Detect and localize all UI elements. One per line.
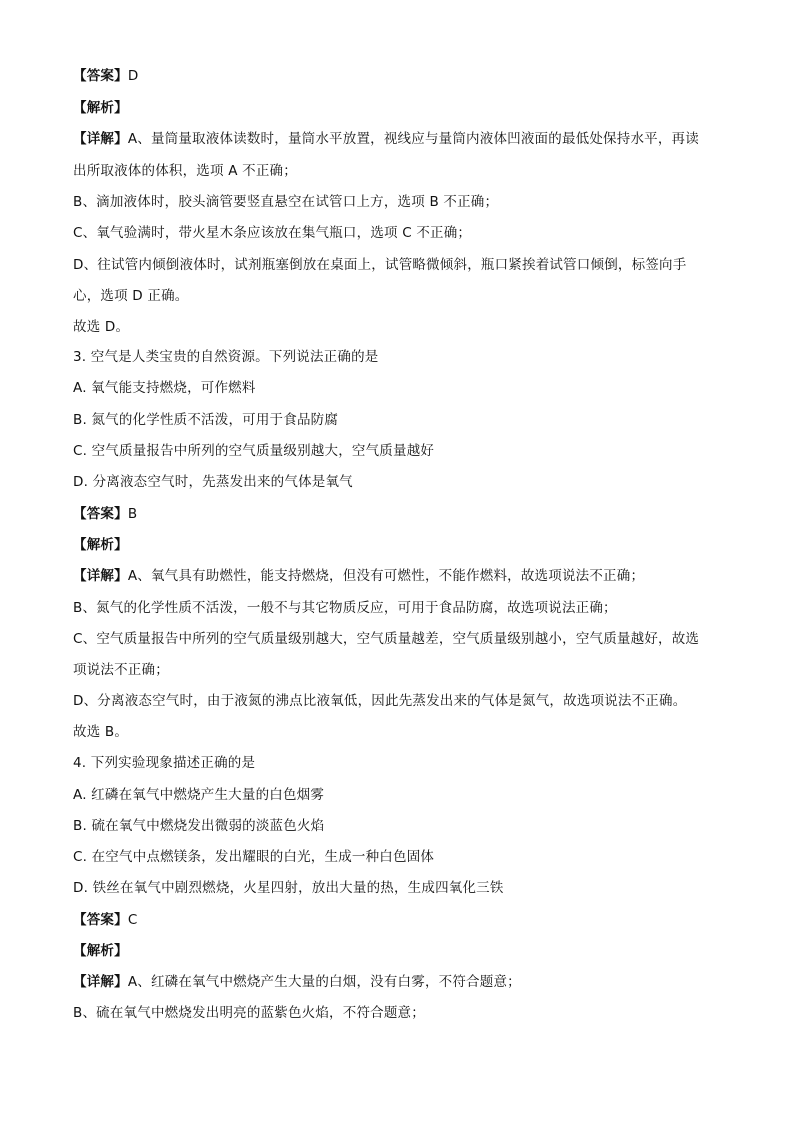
detail-text: A、量筒量取液体读数时，量筒水平放置，视线应与量筒内液体凹液面的最低处保持水平，再读 — [127, 131, 699, 147]
text-line: C、空气质量报告中所列的空气质量级别越大，空气质量越差，空气质量级别越小，空气质量越好，故选 — [73, 631, 700, 647]
text-line: C、氧气验满时，带火星木条应该放在集气瓶口，选项 C 不正确； — [73, 225, 472, 241]
text-line: 出所取液体的体积，选项 A 不正确； — [73, 163, 297, 179]
conclusion-line: 故选 D。 — [73, 319, 130, 335]
option-b: B. 硫在氧气中燃烧发出微弱的淡蓝色火焰 — [73, 818, 325, 834]
conclusion-line: 故选 B。 — [73, 724, 129, 740]
detail-text: A、氧气具有助燃性，能支持燃烧，但没有可燃性，不能作燃料，故选项说法不正确； — [127, 568, 645, 584]
detail-tag: 【详解】 — [73, 131, 128, 147]
analysis-tag: 【解析】 — [73, 537, 128, 553]
analysis-heading — [73, 941, 723, 961]
answer-line — [73, 66, 723, 86]
answer-value: B — [127, 506, 138, 522]
detail-text: A、红磷在氧气中燃烧产生大量的白烟，没有白雾，不符合题意； — [127, 974, 521, 990]
answer-tag: 【答案】 — [73, 506, 128, 522]
text-line: B、氮气的化学性质不活泼，一般不与其它物质反应，可用于食品防腐，故选项说法正确； — [73, 600, 617, 616]
analysis-tag: 【解析】 — [73, 943, 128, 959]
option-c: C. 在空气中点燃镁条，发出耀眼的白光，生成一种白色固体 — [73, 849, 435, 865]
option-a: A. 红磷在氧气中燃烧产生大量的白色烟雾 — [73, 787, 325, 803]
answer-line — [73, 504, 723, 524]
option-d: D. 铁丝在氧气中剧烈燃烧，火星四射，放出大量的热，生成四氧化三铁 — [73, 880, 504, 896]
detail-line — [73, 566, 723, 586]
answer-value: C — [127, 912, 138, 928]
option-c: C. 空气质量报告中所列的空气质量级别越大，空气质量越好 — [73, 443, 435, 459]
analysis-heading — [73, 98, 723, 118]
text-line: 项说法不正确； — [73, 662, 169, 678]
detail-tag: 【详解】 — [73, 974, 128, 990]
analysis-heading — [73, 535, 723, 555]
question-stem: 4. 下列实验现象描述正确的是 — [73, 755, 256, 771]
text-line: D、分离液态空气时，由于液氮的沸点比液氧低，因此先蒸发出来的气体是氮气，故选项说法不正确。 — [73, 693, 687, 709]
text-line: B、滴加液体时，胶头滴管要竖直悬空在试管口上方，选项 B 不正确； — [73, 194, 499, 210]
answer-tag: 【答案】 — [73, 68, 128, 84]
answer-tag: 【答案】 — [73, 912, 128, 928]
analysis-tag: 【解析】 — [73, 100, 128, 116]
question-stem: 3. 空气是人类宝贵的自然资源。下列说法正确的是 — [73, 349, 379, 365]
text-line: 心，选项 D 正确。 — [73, 288, 189, 304]
text-line: D、往试管内倾倒液体时，试剂瓶塞倒放在桌面上，试管略微倾斜，瓶口紧挨着试管口倾倒，标签向手 — [73, 257, 687, 273]
detail-tag: 【详解】 — [73, 568, 128, 584]
answer-value: D — [127, 68, 139, 84]
detail-line — [73, 129, 723, 149]
option-a: A. 氧气能支持燃烧，可作燃料 — [73, 380, 256, 396]
text-line: B、硫在氧气中燃烧发出明亮的蓝紫色火焰，不符合题意； — [73, 1005, 425, 1021]
answer-line — [73, 910, 723, 930]
option-b: B. 氮气的化学性质不活泼，可用于食品防腐 — [73, 412, 339, 428]
detail-line — [73, 972, 723, 992]
option-d: D. 分离液态空气时，先蒸发出来的气体是氧气 — [73, 474, 353, 490]
